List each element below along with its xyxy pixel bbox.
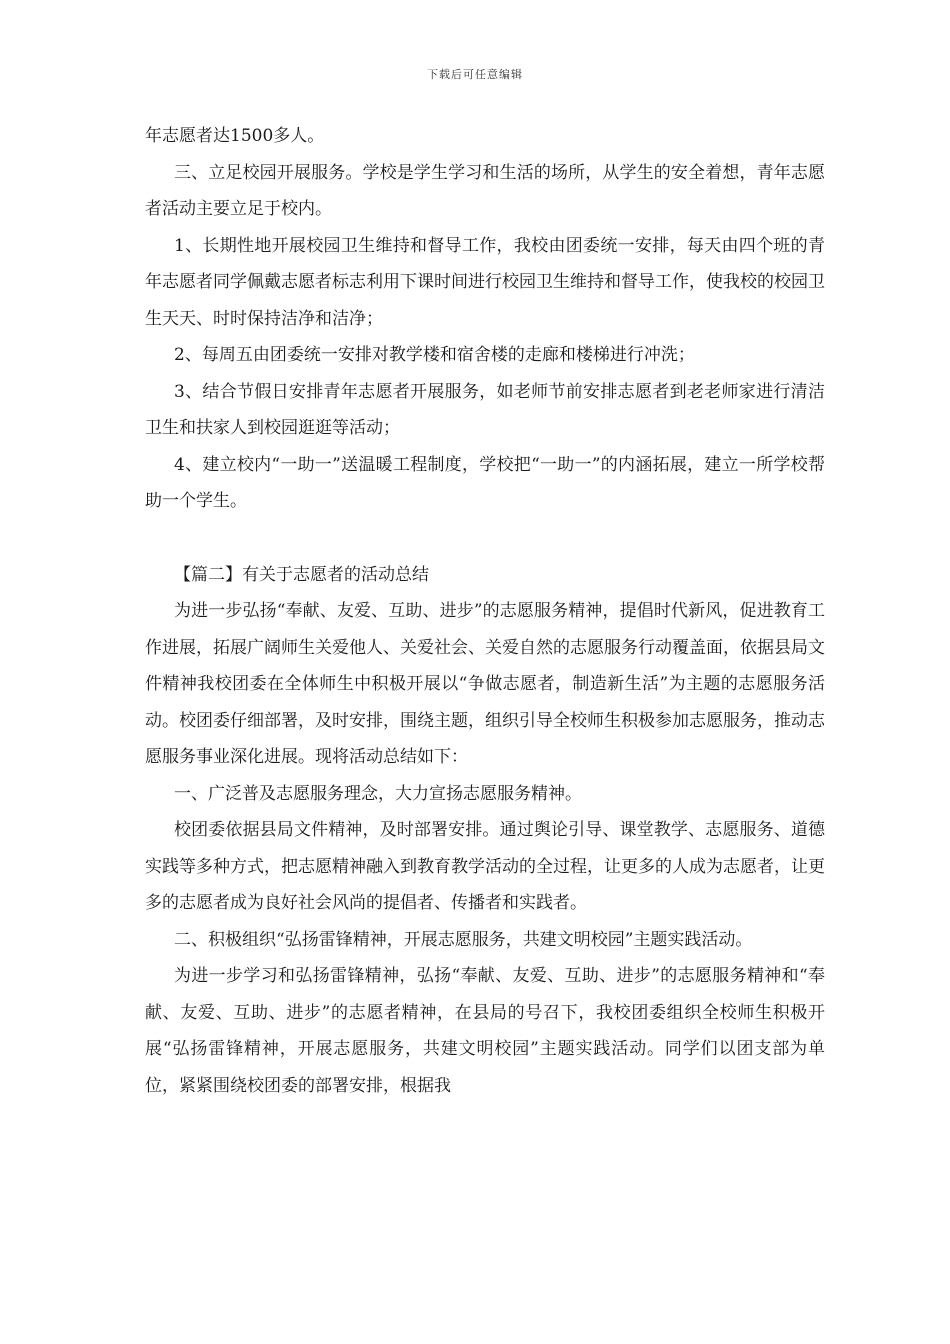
paragraph: 校团委依据县局文件精神，及时部署安排。通过舆论引导、课堂教学、志愿服务、道德实践等多种方式，把志愿精神融入到教育教学活动的全过程，让更多的人成为志愿者，让更多的志愿者成为良好社会风尚的提倡者、传播者和实践者。 xyxy=(145,820,825,913)
paragraph: 三、立足校园开展服务。学校是学生学习和生活的场所，从学生的安全着想，青年志愿者活动主要立足于校内。 xyxy=(145,162,825,219)
paragraph: 二、积极组织“弘扬雷锋精神，开展志愿服务，共建文明校园”主题实践活动。 xyxy=(174,929,753,950)
paragraph: 4、建立校内“一助一”送温暖工程制度，学校把“一助一”的内涵拓展，建立一所学校帮助一个学生。 xyxy=(145,454,825,511)
paragraph: 为进一步弘扬“奉献、友爱、互助、进步”的志愿服务精神，提倡时代新风，促进教育工作进展，拓展广阔师生关爱他人、关爱社会、关爱自然的志愿服务行动覆盖面，依据县局文件精神我校团委在全体师生中积极开展以“争做志愿者，制造新生活”为主题的志愿服务活动。校团委仔细部署，及时安排，围绕主题，组织引导全校师生积极参加志愿服务，推动志愿服务事业深化进展。现将活动总结如下： xyxy=(145,601,825,767)
page-header: 下载后可任意编辑 xyxy=(427,68,523,81)
paragraph: 3、结合节假日安排青年志愿者开展服务，如老师节前安排志愿者到老老师家进行清洁卫生和扶家人到校园逛逛等活动； xyxy=(145,381,825,438)
document-body xyxy=(145,118,825,1104)
section-title: 【篇二】有关于志愿者的活动总结 xyxy=(174,564,429,585)
paragraph: 年志愿者达1500多人。 xyxy=(145,126,325,146)
paragraph: 2、每周五由团委统一安排对教学楼和宿舍楼的走廊和楼梯进行冲洗； xyxy=(174,345,695,365)
paragraph: 一、广泛普及志愿服务理念，大力宣扬志愿服务精神。 xyxy=(174,783,582,804)
paragraph: 为进一步学习和弘扬雷锋精神，弘扬“奉献、友爱、互助、进步”的志愿服务精神和“奉献、友爱、互助、进步”的志愿者精神，在县局的号召下，我校团委组织全校师生积极开展“弘扬雷锋精神，开展志愿服务，共建文明校园”主题实践活动。同学们以团支部为单位，紧紧围绕校团委的部署安排，根据我 xyxy=(145,966,825,1096)
section-gap xyxy=(145,520,825,557)
paragraph: 1、长期性地开展校园卫生维持和督导工作，我校由团委统一安排，每天由四个班的青年志愿者同学佩戴志愿者标志利用下课时间进行校园卫生维持和督导工作，使我校的校园卫生天天、时时保持洁净和洁净； xyxy=(145,235,825,329)
